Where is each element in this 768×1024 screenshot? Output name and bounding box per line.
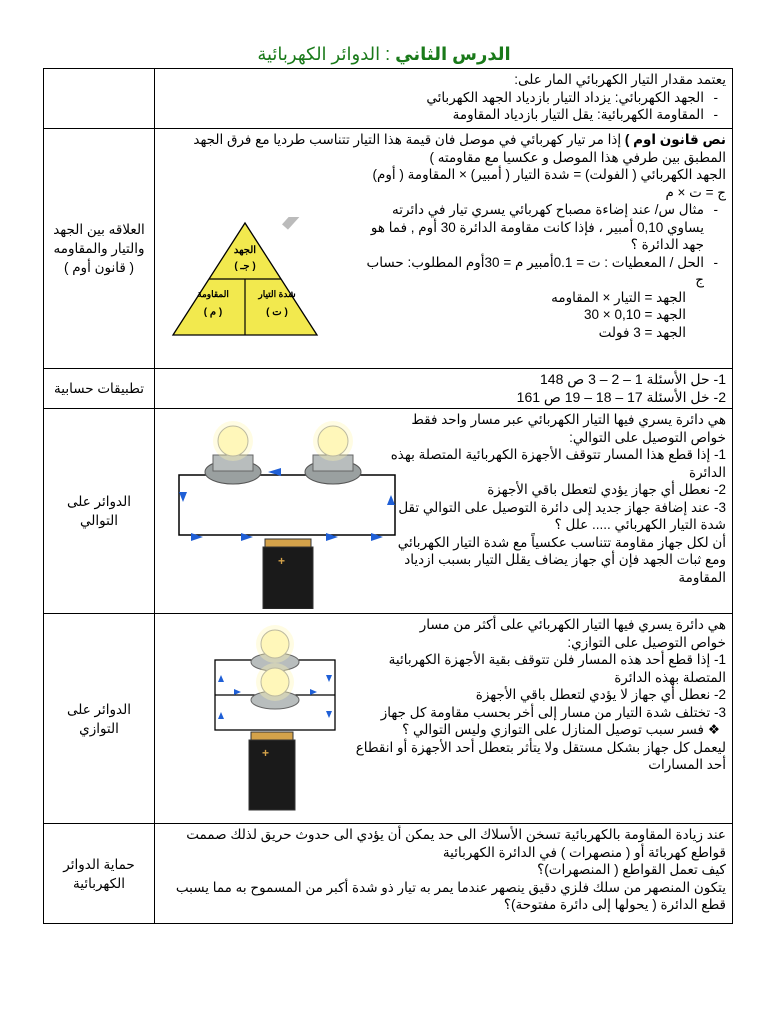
series-circuit-diagram xyxy=(173,417,413,609)
topic-series-line-1: الدوائر على xyxy=(67,494,131,509)
topic-cell-calculations xyxy=(44,369,155,409)
topic-ohms-line-3: ( قانون أوم ) xyxy=(63,260,135,275)
series-battery-plus: + xyxy=(277,554,285,568)
lesson-subject: الدوائر الكهربائية xyxy=(257,44,381,64)
ohms-law-formula-symbols: ج = ت × م xyxy=(665,184,726,200)
lesson-table xyxy=(43,68,733,924)
content-cell xyxy=(155,824,733,924)
ohms-law-text: إذا مر تيار كهربائي في موصل فان قيمة هذا التيار تتناسب طرديا مع فرق الجهد المطبق بين طرفي هذا الموصل و عكسيا مع مقاومته ) xyxy=(193,132,726,165)
table-row-calculations xyxy=(44,369,733,409)
protection-intro: عند زيادة المقاومة بالكهربائية تسخن الأسلاك الى حد يمكن أن يؤدي الى حدوث حريق لذلك صممت قواطع كهربائة أو ( منصهرات ) في الدائرة الكهربائية xyxy=(186,827,726,860)
calc-item-2: 2- خل الأسئلة 17 – 18 – 19 ص 161 xyxy=(516,388,726,405)
ohms-law-step-2: الجهد = 0,10 × 30 xyxy=(584,307,686,322)
parallel-question xyxy=(346,721,726,739)
series-property-2: 2- نعطل أي جهاز يؤدي لتعطل باقي الأجهزة xyxy=(487,482,726,497)
triangle-current-symbol: ( ت ) xyxy=(266,307,288,318)
table-row-parallel xyxy=(44,614,733,824)
triangle-resistance-symbol: ( م ) xyxy=(203,307,223,318)
topic-cell-empty xyxy=(44,69,155,129)
ohms-law-step-1: الجهد = التيار × المقاومه xyxy=(551,289,686,305)
ohms-law-label: نص قانون اوم ) xyxy=(624,132,726,147)
decorative-stroke xyxy=(285,217,303,227)
current-factors-intro: يعتمد مقدار التيار الكهربائي المار على: xyxy=(514,72,726,87)
parallel-answer: ليعمل كل جهاز بشكل مستقل ولا يتأثر بتعطل أحد الأجهزة أو انقطاع أحد المسارات xyxy=(355,739,726,772)
triangle-current-word: شدة التيار xyxy=(258,289,296,299)
table-row-protection xyxy=(44,824,733,924)
ohms-law-example: - مثال س/ عند إضاءة مصباح كهربائي يسري تيار في دائرته يساوي 0,10 أمبير ، فإذا كانت مقاومة الدائرة 30 أوم , فما هو جهد الدائرة ؟ xyxy=(364,201,726,254)
current-factor-voltage: - الجهد الكهربائي: يزداد التيار بازدياد الجهد الكهربائي xyxy=(159,89,726,107)
series-reason: أن لكل جهاز مقاومة تتناسب عكسياً مع شدة التيار الكهربائي ومع ثبات الجهد فإن أي جهاز يضاف يقلل التيار بسبب ازدياد المقاومة xyxy=(397,534,726,585)
ohms-law-formula-words: الجهد الكهربائي ( الفولت) = شدة التيار ( أمبير) × المقاومة ( أوم) xyxy=(372,167,726,182)
diamond-bullet-icon: ❖ xyxy=(707,722,720,737)
table-row-ohms-law xyxy=(44,129,733,369)
lesson-label: الدرس الثاني xyxy=(395,44,511,64)
topic-parallel-line-1: الدوائر على xyxy=(67,701,131,717)
series-bulb-left xyxy=(205,421,261,484)
topic-series-line-2: التوالي xyxy=(79,513,119,528)
topic-calculations: تطبيقات حسابية xyxy=(54,381,144,396)
parallel-properties-heading: خواص التوصيل على التوازي: xyxy=(567,634,726,650)
parallel-circuit-diagram xyxy=(171,620,381,820)
topic-protection-line-1: حماية الدوائر xyxy=(63,856,135,872)
series-properties-heading: خواص التوصيل على التوالي: xyxy=(569,429,726,445)
parallel-question-text: فسر سبب توصيل المنازل على التوازي وليس التوالي ؟ xyxy=(402,722,704,737)
ohms-triangle-diagram xyxy=(165,217,325,347)
parallel-property-2: 2- نعطل أي جهاز لا يؤدي لتعطل باقي الأجهزة xyxy=(475,687,726,702)
parallel-battery xyxy=(249,732,295,810)
content-cell xyxy=(155,409,733,614)
protection-answer: يتكون المنصهر من سلك فلزي دقيق ينصهر عندما يمر به تيار ذو شدة أكبر من المسموح به مما يسبب قطع الدائرة ( يحولها إلى دائرة مفتوحة)؟ xyxy=(175,879,726,912)
series-property-1: 1- إذا قطع هذا المسار تتوقف الأجهزة الكهربائية المتصلة بهذه الدائرة xyxy=(390,447,726,480)
topic-cell-protection xyxy=(44,824,155,924)
triangle-resistance-word: المقاومة xyxy=(197,289,229,299)
content-cell xyxy=(155,129,733,369)
topic-cell-ohms-law xyxy=(44,129,155,369)
current-factor-resistance: - المقاومة الكهربائية: يقل التيار بازدياد المقاومة xyxy=(159,106,726,124)
series-definition: هي دائرة يسري فيها التيار الكهربائي عبر مسار واحد فقط xyxy=(411,412,726,427)
ohms-law-statement xyxy=(159,131,726,166)
title-separator: : xyxy=(380,44,396,64)
parallel-definition: هي دائرة يسري فيها التيار الكهربائي على أكثر من مسار xyxy=(419,617,726,632)
content-cell xyxy=(155,369,733,409)
ohms-law-solution: - الحل / المعطيات : ت = 0.1أمبير م = 30أوم المطلوب: حساب ج xyxy=(364,254,726,289)
table-row-current-factors xyxy=(44,69,733,129)
page-title xyxy=(0,44,768,65)
series-property-3: 3- عند إضافة جهاز جديد إلى دائرة التوصيل على التوالي تقل شدة التيار الكهربائي ..... علل ؟ xyxy=(398,499,726,532)
series-bulb-right xyxy=(305,421,361,484)
parallel-property-3: 3- تختلف شدة التيار من مسار إلى أخر بحسب مقاومة كل جهاز xyxy=(380,704,726,720)
topic-parallel-line-2: التوازي xyxy=(79,720,119,736)
topic-protection-line-2: الكهربائية xyxy=(73,875,125,891)
ohms-law-step-3: الجهد = 3 فولت xyxy=(598,324,686,340)
content-cell xyxy=(155,614,733,824)
series-battery xyxy=(263,539,313,609)
parallel-property-1: 1- إذا قطع أحد هذه المسار فلن تتوقف بقية الأجهزة الكهربائية المتصلة بهذه الدائرة xyxy=(388,652,726,685)
calc-item-1: 1- حل الأسئلة 1 – 2 – 3 ص 148 xyxy=(540,371,726,387)
topic-ohms-line-1: العلاقه بين الجهد xyxy=(53,222,145,237)
table-row-series xyxy=(44,409,733,614)
parallel-bulb-bottom xyxy=(251,663,299,709)
topic-cell-parallel xyxy=(44,614,155,824)
content-cell xyxy=(155,69,733,129)
protection-question: كيف تعمل القواطع ( المنصهرات)؟ xyxy=(537,862,726,877)
parallel-battery-plus: + xyxy=(261,746,269,760)
series-wire-loop xyxy=(179,475,395,535)
triangle-voltage-symbol: ( جـ ) xyxy=(234,261,256,272)
topic-cell-series xyxy=(44,409,155,614)
topic-ohms-line-2: والتيار والمقاومه xyxy=(53,241,145,256)
triangle-voltage-word: الجهد xyxy=(233,245,257,256)
